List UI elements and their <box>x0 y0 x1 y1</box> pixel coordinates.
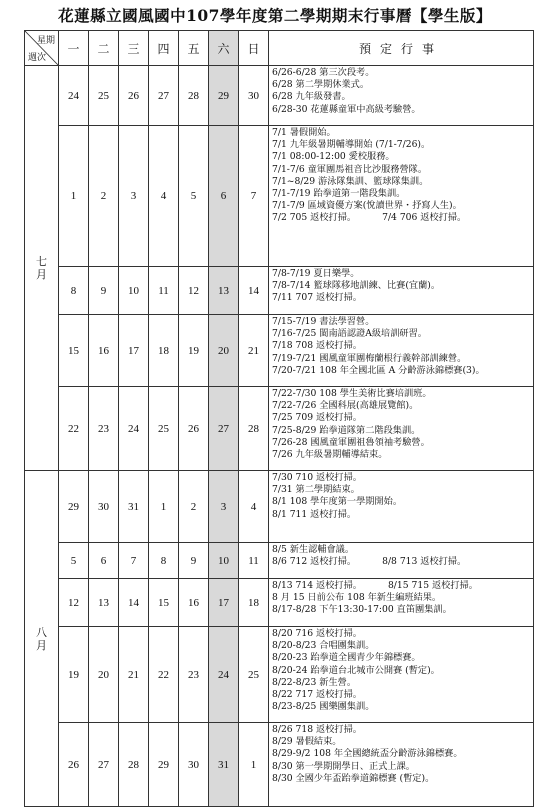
events-cell <box>269 126 534 267</box>
month-label-char: 月 <box>36 638 47 652</box>
date-cell: 8 <box>59 267 89 315</box>
event-line: 8/30 全國少年盃跆拳道錦標賽 (暫定)。 <box>272 772 435 784</box>
event-line: 7/8-7/19 夏日樂學。 <box>272 268 360 279</box>
day-header-fri: 五 <box>179 31 209 66</box>
date-cell: 3 <box>119 126 149 267</box>
date-cell: 9 <box>179 543 209 579</box>
date-cell: 16 <box>179 579 209 627</box>
event-item: 7/4 706 返校打掃。 <box>382 212 467 224</box>
week-row <box>25 723 534 807</box>
date-cell: 20 <box>209 315 239 387</box>
event-line: 7/18 708 返校打掃。 <box>272 340 362 352</box>
events-cell <box>269 267 534 315</box>
date-cell: 2 <box>89 126 119 267</box>
date-cell: 19 <box>179 315 209 387</box>
event-line: 8/5 新生認輔會議。 <box>272 544 355 555</box>
event-item: 8/6 712 返校打掃。 <box>272 556 357 568</box>
date-cell: 16 <box>89 315 119 387</box>
events-cell <box>269 723 534 807</box>
event-line: 7/1 08:00-12:00 愛校服務。 <box>272 151 395 163</box>
day-header-sat: 六 <box>209 31 239 66</box>
event-line: 7/1-7/6 童軍團馬祖音比沙服務營隊。 <box>272 163 428 175</box>
week-row <box>25 66 534 126</box>
week-row <box>25 126 534 267</box>
event-line: 7/1-7/9 區域資優方案(悅讀世界・抒寫人生)。 <box>272 200 462 212</box>
date-cell: 1 <box>59 126 89 267</box>
week-row <box>25 543 534 579</box>
date-cell: 17 <box>119 315 149 387</box>
date-cell: 22 <box>59 387 89 471</box>
event-line: 7/22-7/30 108 學生美術比賽培訓班。 <box>272 388 432 399</box>
date-cell: 5 <box>59 543 89 579</box>
date-cell: 4 <box>239 471 269 543</box>
event-line: 7/30 710 返校打掃。 <box>272 472 362 483</box>
event-line <box>272 212 531 224</box>
date-cell: 18 <box>239 579 269 627</box>
events-cell <box>269 627 534 723</box>
week-row <box>25 267 534 315</box>
date-cell: 14 <box>119 579 149 627</box>
event-line: 7/20-7/21 108 年全國北區 A 分齡游泳錦標賽(3)。 <box>272 364 485 376</box>
date-cell: 30 <box>89 471 119 543</box>
date-cell: 8 <box>149 543 179 579</box>
event-item: 8/8 713 返校打掃。 <box>382 556 467 568</box>
date-cell: 17 <box>209 579 239 627</box>
date-cell: 24 <box>59 66 89 126</box>
date-cell: 1 <box>239 723 269 807</box>
date-cell: 25 <box>89 66 119 126</box>
events-header: 預定行事 <box>269 31 534 66</box>
page-title: 花蓮縣立國風國中107學年度第二學期期末行事曆【學生版】 <box>58 6 492 25</box>
event-line: 8/20-8/23 合唱團集訓。 <box>272 640 375 652</box>
event-line: 8/20-24 跆拳道台北城市公開賽 (暫定)。 <box>272 664 440 676</box>
event-line: 8/26 718 返校打掃。 <box>272 724 362 735</box>
date-cell: 26 <box>119 66 149 126</box>
date-cell: 28 <box>239 387 269 471</box>
event-line: 6/28 第二學期休業式。 <box>272 79 370 91</box>
date-cell: 12 <box>179 267 209 315</box>
week-row <box>25 579 534 627</box>
event-line: 8/29-9/2 108 年全國總統盃分齡游泳錦標賽。 <box>272 748 463 760</box>
date-cell: 11 <box>239 543 269 579</box>
events-cell <box>269 387 534 471</box>
events-cell <box>269 579 534 627</box>
event-line <box>272 556 531 568</box>
date-cell: 27 <box>149 66 179 126</box>
events-cell <box>269 66 534 126</box>
day-header-mon: 一 <box>59 31 89 66</box>
date-cell: 30 <box>239 66 269 126</box>
events-cell <box>269 471 534 543</box>
event-item: 8/13 714 返校打掃。 <box>272 580 362 591</box>
event-line <box>272 580 531 592</box>
date-cell: 21 <box>239 315 269 387</box>
date-cell: 29 <box>149 723 179 807</box>
date-cell: 15 <box>149 579 179 627</box>
event-line: 8/20-23 跆拳道全國青少年錦標賽。 <box>272 652 421 664</box>
events-cell <box>269 315 534 387</box>
date-cell: 25 <box>149 387 179 471</box>
date-cell: 11 <box>149 267 179 315</box>
event-line: 7/1 九年級暑期輔導開始 (7/1-7/26)。 <box>272 139 431 151</box>
event-line: 7/11 707 返校打掃。 <box>272 292 362 304</box>
month-label-char: 七 <box>36 255 47 268</box>
date-cell: 26 <box>59 723 89 807</box>
date-cell: 22 <box>149 627 179 723</box>
date-cell: 15 <box>59 315 89 387</box>
event-line: 8/1 108 學年度第一學期開始。 <box>272 496 403 508</box>
event-line: 8/23-8/25 國樂團集訓。 <box>272 701 375 713</box>
date-cell: 2 <box>179 471 209 543</box>
date-cell: 28 <box>179 66 209 126</box>
date-cell: 18 <box>149 315 179 387</box>
event-line: 8/22-8/23 新生營。 <box>272 676 357 688</box>
date-cell: 27 <box>209 387 239 471</box>
date-cell: 23 <box>89 387 119 471</box>
date-cell: 14 <box>239 267 269 315</box>
date-cell: 20 <box>89 627 119 723</box>
day-header-tue: 二 <box>89 31 119 66</box>
event-line: 7/19-7/21 國風童軍團梅蘭根行義幹部訓練營。 <box>272 352 467 364</box>
date-cell: 1 <box>149 471 179 543</box>
date-cell: 28 <box>119 723 149 807</box>
event-item: 7/2 705 返校打掃。 <box>272 212 357 224</box>
date-cell: 12 <box>59 579 89 627</box>
event-line: 6/28-30 花蓮縣童軍中高級考驗營。 <box>272 103 421 115</box>
date-cell: 4 <box>149 126 179 267</box>
calendar-table <box>24 30 534 807</box>
date-cell: 6 <box>89 543 119 579</box>
week-row <box>25 627 534 723</box>
header-row <box>25 31 534 66</box>
date-cell: 10 <box>209 543 239 579</box>
day-header-wed: 三 <box>119 31 149 66</box>
date-cell: 3 <box>209 471 239 543</box>
week-corner-cell <box>25 31 59 66</box>
date-cell: 29 <box>59 471 89 543</box>
date-cell: 7 <box>119 543 149 579</box>
month-label-char: 月 <box>36 268 47 281</box>
day-header-thu: 四 <box>149 31 179 66</box>
weekday-label: 星期 <box>36 36 55 46</box>
event-line: 8/1 711 返校打掃。 <box>272 508 357 520</box>
event-line: 7/25 709 返校打掃。 <box>272 412 362 424</box>
event-line: 7/25-8/29 跆拳道隊第二階段集訓。 <box>272 424 421 436</box>
event-line: 7/1 暑假開始。 <box>272 127 336 138</box>
date-cell: 29 <box>209 66 239 126</box>
month-cell-july <box>25 66 59 471</box>
event-line: 7/15-7/19 書法學習營。 <box>272 316 375 327</box>
event-line: 8/30 第一學期開學日、正式上課。 <box>272 760 415 772</box>
event-line: 7/26-28 國風童軍團祖魯領袖考驗營。 <box>272 436 430 448</box>
date-cell: 19 <box>59 627 89 723</box>
date-cell: 24 <box>119 387 149 471</box>
date-cell: 7 <box>239 126 269 267</box>
date-cell: 13 <box>209 267 239 315</box>
events-cell <box>269 543 534 579</box>
date-cell: 9 <box>89 267 119 315</box>
date-cell: 21 <box>119 627 149 723</box>
date-cell: 27 <box>89 723 119 807</box>
event-line: 6/28 九年級發書。 <box>272 91 351 103</box>
date-cell: 25 <box>239 627 269 723</box>
event-line: 7/1-7/19 跆拳道第一階段集訓。 <box>272 188 406 200</box>
date-cell: 10 <box>119 267 149 315</box>
week-row <box>25 387 534 471</box>
date-cell: 13 <box>89 579 119 627</box>
week-row <box>25 315 534 387</box>
event-line: 8 月 15 日前公布 108 年新生編班結果。 <box>272 592 442 604</box>
week-row <box>25 471 534 543</box>
event-line: 7/31 第二學期結束。 <box>272 484 360 496</box>
date-cell: 5 <box>179 126 209 267</box>
week-number-label: 週次 <box>28 53 47 63</box>
event-line: 6/26-6/28 第三次段考。 <box>272 67 375 78</box>
event-line: 8/29 暑假結束。 <box>272 736 342 748</box>
month-label-char: 八 <box>36 625 47 639</box>
month-cell-august <box>25 471 59 807</box>
date-cell: 31 <box>119 471 149 543</box>
event-line: 8/20 716 返校打掃。 <box>272 628 362 639</box>
date-cell: 31 <box>209 723 239 807</box>
event-line: 7/22-7/26 全國科展(高雄展覽館)。 <box>272 400 419 412</box>
date-cell: 26 <box>179 387 209 471</box>
event-line: 7/26 九年級暑期輔導結束。 <box>272 449 388 461</box>
event-line: 7/8-7/14 籃球隊移地訓練、比賽(宜蘭)。 <box>272 280 441 292</box>
event-line: 7/1~8/29 游泳隊集訓、籃球隊集訓。 <box>272 175 429 187</box>
event-line: 8/17-8/28 下午13:30-17:00 直笛團集訓。 <box>272 604 452 616</box>
date-cell: 23 <box>179 627 209 723</box>
date-cell: 30 <box>179 723 209 807</box>
date-cell: 6 <box>209 126 239 267</box>
day-header-sun: 日 <box>239 31 269 66</box>
event-line: 7/16-7/25 閩南語認證A級培訓研習。 <box>272 328 427 340</box>
event-line: 8/22 717 返校打掃。 <box>272 689 362 701</box>
event-item: 8/15 715 返校打掃。 <box>387 580 478 591</box>
date-cell: 24 <box>209 627 239 723</box>
